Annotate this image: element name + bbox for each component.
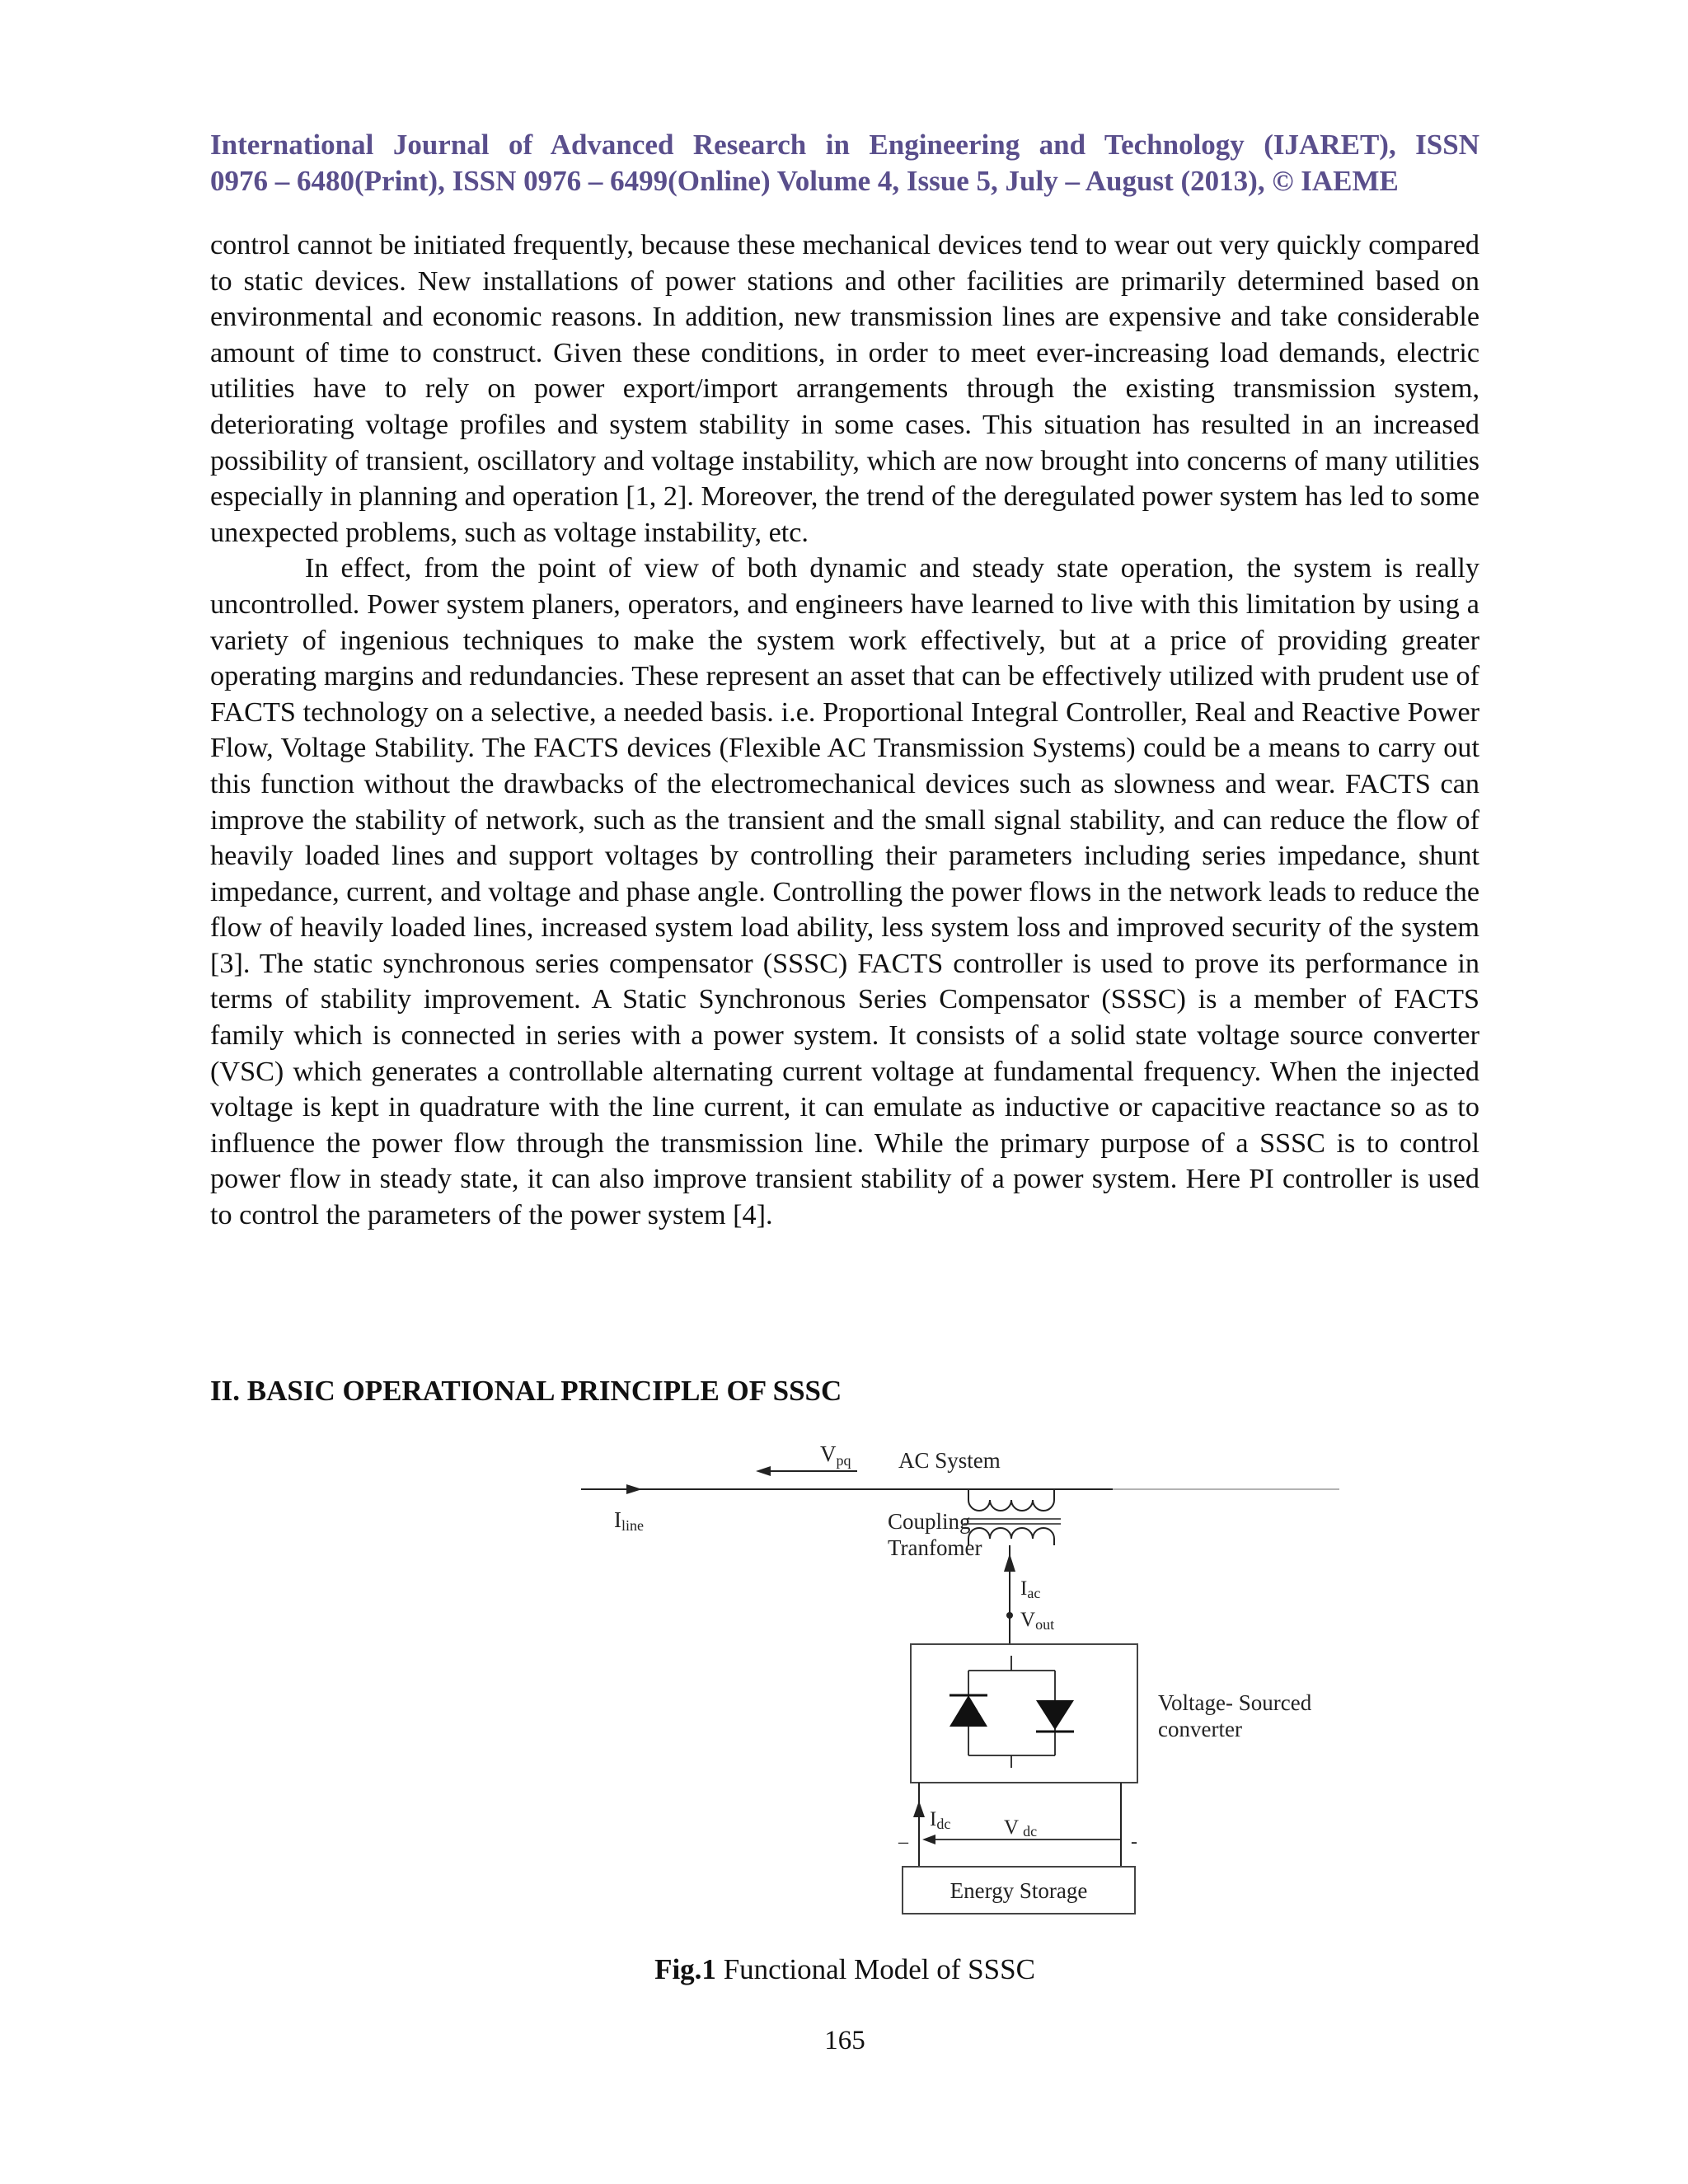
page-number: 165 — [824, 2026, 865, 2055]
transformer-series-winding — [968, 1489, 1054, 1511]
energy-storage-label: Energy Storage — [950, 1878, 1088, 1903]
plus-sign: + — [978, 1704, 987, 1720]
figure-caption-label: Fig.1 — [654, 1953, 716, 1985]
vsc-label-2: converter — [1158, 1717, 1242, 1741]
vpq-label: Vpq — [820, 1441, 851, 1469]
vdc-arrowhead — [922, 1835, 935, 1844]
figure-caption-text: Functional Model of SSSC — [715, 1953, 1035, 1985]
v-out-label: Vout — [1020, 1609, 1055, 1633]
i-line-label: Iline — [614, 1507, 644, 1534]
i-ac-arrowhead — [1004, 1554, 1015, 1572]
coupling-label-1: Coupling — [888, 1509, 971, 1534]
i-dc-label: Idc — [930, 1808, 951, 1832]
paragraph-2: In effect, from the point of view of both dynamic and steady state operation, the system is really uncontrolled. Power system planers, operators, and engineers have learned to live with this limitation by using a variety of ingenious techniques to make the system work effectively, but at a price of providing greater operating margins and redundancies. These represent an asset that can be effectively utilized with prudent use of FACTS technology on a selective, a needed basis. i.e. Proportional Integral Controller, Real and Reactive Power Flow, Voltage Stability. The FACTS devices (Flexible AC Transmission Systems) could be a means to carry out this function without the drawbacks of the electromechanical devices such as slowness and wear. FACTS can improve the stability of network, such as the transient and the small signal stability, and can reduce the flow of heavily loaded lines and support voltages by controlling their parameters including series impedance, shunt impedance, current, and voltage and phase angle. Controlling the power flows in the network leads to reduce the flow of heavily loaded lines, increased system load ability, less system loss and improved security of the system [3]. The static synchronous series compensator (SSSC) FACTS controller is used to prove its performance in terms of stability improvement. A Static Synchronous Series Compensator (SSSC) is a member of FACTS family which is connected in series with a power system. It consists of a solid state voltage source converter (VSC) which generates a controllable alternating current voltage at fundamental frequency. When the injected voltage is kept in quadrature with the line current, it can emulate as inductive or capacitive reactance so as to influence the power flow through the transmission line. While the primary purpose of a SSSC is to control power flow in steady state, it can also improve transient stability of a power system. Here PI controller is used to control the parameters of the power system [4]. — [210, 553, 1479, 1231]
i-dc-arrowhead — [913, 1801, 925, 1817]
v-out-node — [1006, 1612, 1013, 1619]
sssc-functional-diagram — [581, 1438, 1372, 1924]
vsc-label-1: Voltage- Sourced — [1158, 1690, 1312, 1715]
i-line-arrow — [626, 1484, 642, 1494]
right-diode-icon — [1036, 1700, 1074, 1730]
vsc-box — [911, 1644, 1137, 1783]
figure-caption — [210, 1952, 1479, 1988]
body-text — [210, 227, 1479, 1234]
paragraph-1: control cannot be initiated frequently, because these mechanical devices tend to wear out very quickly compared to static devices. New installations of power stations and other facilities are primarily determined based on environmental and economic reasons. In addition, new transmission lines are expensive and take considerable amount of time to construct. Given these conditions, in order to meet ever-increasing load demands, electric utilities have to rely on power export/import arrangements through the existing transmission system, deteriorating voltage profiles and system stability in some cases. This situation has resulted in an increased possibility of transient, oscillatory and voltage instability, which are now brought into concerns of many utilities especially in planning and operation [1, 2]. Moreover, the trend of the deregulated power system has led to some unexpected problems, such as voltage instability, etc. — [210, 230, 1479, 548]
minus-right-label: - — [1131, 1831, 1137, 1853]
journal-header — [210, 127, 1479, 199]
minus-left-label: – — [898, 1831, 908, 1853]
section-heading: II. BASIC OPERATIONAL PRINCIPLE OF SSSC — [210, 1375, 842, 1407]
vpq-arrowhead — [756, 1466, 771, 1476]
journal-header-line-1: International Journal of Advanced Research in Engineering and Technology (IJARET), ISSN — [210, 129, 1479, 161]
v-dc-label: V dc — [1004, 1816, 1038, 1840]
ac-system-label: AC System — [898, 1448, 1001, 1473]
journal-header-line-2: 0976 – 6480(Print), ISSN 0976 – 6499(Online) Volume 4, Issue 5, July – August (2013), © IAEME — [210, 165, 1399, 197]
i-ac-label: Iac — [1020, 1577, 1041, 1601]
coupling-label-2: Tranfomer — [888, 1535, 982, 1560]
